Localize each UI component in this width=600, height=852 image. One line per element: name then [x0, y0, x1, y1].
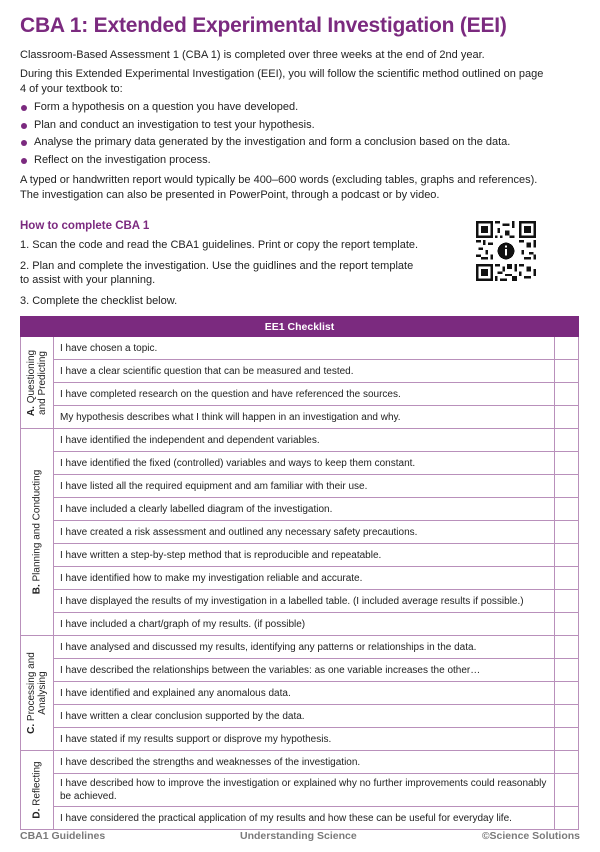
table-row [21, 429, 579, 452]
checklist-item: I have displayed the results of my investigation in a labelled table. (I included average results if possible.) [54, 590, 555, 613]
bullet-icon [21, 123, 27, 129]
table-row [21, 406, 579, 429]
table-row [21, 590, 579, 613]
checklist-item: I have included a clearly labelled diagram of the investigation. [54, 498, 555, 521]
checklist-item: I have identified the fixed (controlled) variables and ways to keep them constant. [54, 452, 555, 475]
section-a-label: A. Questioning and Predicting [21, 337, 54, 429]
checkbox[interactable] [555, 498, 579, 521]
bullet-icon [21, 140, 27, 146]
list-item: Plan and conduct an investigation to test your hypothesis. [20, 117, 510, 135]
table-row [21, 475, 579, 498]
checkbox[interactable] [555, 705, 579, 728]
footer-left: CBA1 Guidelines [20, 830, 106, 842]
checklist-item: I have identified how to make my investigation reliable and accurate. [54, 567, 555, 590]
checkbox[interactable] [555, 406, 579, 429]
table-row [21, 807, 579, 830]
checkbox[interactable] [555, 429, 579, 452]
list-item: Reflect on the investigation process. [20, 152, 510, 170]
footer-right: ©Science Solutions [481, 830, 580, 842]
table-row [21, 567, 579, 590]
section-d-label: D. Reflecting [21, 751, 54, 830]
bullet-icon [21, 158, 27, 164]
checklist-item: I have written a step-by-step method that is reproducible and repeatable. [54, 544, 555, 567]
checkbox[interactable] [555, 383, 579, 406]
footer-center: Understanding Science [240, 830, 357, 842]
checklist-item: I have created a risk assessment and outlined any necessary safety precautions. [54, 521, 555, 544]
intro-paragraph-2a: During this Extended Experimental Investigation (EEI), you will follow the scientific method outlined on page [20, 68, 544, 80]
list-item: Form a hypothesis on a question you have developed. [20, 99, 510, 117]
checkbox[interactable] [555, 567, 579, 590]
checkbox[interactable] [555, 728, 579, 751]
checklist-item: I have identified and explained any anomalous data. [54, 682, 555, 705]
checkbox[interactable] [555, 521, 579, 544]
howto-heading: How to complete CBA 1 [20, 220, 150, 232]
checkbox[interactable] [555, 544, 579, 567]
checkbox[interactable] [555, 360, 579, 383]
table-row [21, 544, 579, 567]
checklist-item: I have listed all the required equipment and am familiar with their use. [54, 475, 555, 498]
checkbox[interactable] [555, 774, 579, 807]
checkbox[interactable] [555, 751, 579, 774]
table-row [21, 774, 579, 807]
checkbox[interactable] [555, 636, 579, 659]
table-row [21, 452, 579, 475]
checklist-table [20, 316, 579, 830]
checkbox[interactable] [555, 613, 579, 636]
table-row [21, 682, 579, 705]
checklist-item: I have chosen a topic. [54, 337, 555, 360]
howto-step-2b: to assist with your planning. [20, 274, 156, 286]
howto-step-3: 3. Complete the checklist below. [20, 295, 178, 307]
checklist-item: I have considered the practical application of my results and how these can be useful for everyday life. [54, 807, 555, 830]
checkbox[interactable] [555, 337, 579, 360]
intro-paragraph-1: Classroom-Based Assessment 1 (CBA 1) is completed over three weeks at the end of 2nd year. [20, 49, 485, 61]
table-row [21, 636, 579, 659]
table-row [21, 613, 579, 636]
checklist-item: I have described the strengths and weaknesses of the investigation. [54, 751, 555, 774]
checkbox[interactable] [555, 475, 579, 498]
checklist-item: I have completed research on the question and have referenced the sources. [54, 383, 555, 406]
table-row [21, 728, 579, 751]
section-b-label: B. Planning and Conducting [21, 429, 54, 636]
checkbox[interactable] [555, 807, 579, 830]
checklist-item: I have a clear scientific question that can be measured and tested. [54, 360, 555, 383]
qr-code-icon[interactable] [476, 221, 536, 281]
objectives-list [20, 99, 510, 169]
checklist-item: I have described the relationships between the variables: as one variable increases the other… [54, 659, 555, 682]
bullet-icon [21, 105, 27, 111]
intro-paragraph-2b: 4 of your textbook to: [20, 83, 123, 95]
intro-paragraph-3b: The investigation can also be presented in PowerPoint, through a podcast or by video. [20, 189, 440, 201]
checkbox[interactable] [555, 682, 579, 705]
checklist-header: EE1 Checklist [21, 317, 579, 337]
table-row [21, 337, 579, 360]
section-c-label: C. Processing and Analysing [21, 636, 54, 751]
checklist-item: I have included a chart/graph of my results. (if possible) [54, 613, 555, 636]
table-row [21, 360, 579, 383]
table-row [21, 383, 579, 406]
table-row [21, 751, 579, 774]
howto-step-2a: 2. Plan and complete the investigation. Use the guidlines and the report template [20, 260, 414, 272]
table-row [21, 705, 579, 728]
checkbox[interactable] [555, 659, 579, 682]
table-row [21, 498, 579, 521]
intro-paragraph-3a: A typed or handwritten report would typically be 400–600 words (excluding tables, graphs and references). [20, 174, 538, 186]
checkbox[interactable] [555, 590, 579, 613]
howto-step-1: 1. Scan the code and read the CBA1 guidelines. Print or copy the report template. [20, 239, 419, 251]
checklist-item: I have identified the independent and dependent variables. [54, 429, 555, 452]
checkbox[interactable] [555, 452, 579, 475]
page-title: CBA 1: Extended Experimental Investigation (EEI) [20, 14, 507, 37]
checklist-item: I have written a clear conclusion supported by the data. [54, 705, 555, 728]
checklist-item: I have stated if my results support or disprove my hypothesis. [54, 728, 555, 751]
table-row [21, 659, 579, 682]
checklist-item: I have described how to improve the investigation or explained why no further improvements could reasonably be achieved. [54, 774, 555, 807]
table-row [21, 521, 579, 544]
checklist-item: I have analysed and discussed my results, identifying any patterns or relationships in the data. [54, 636, 555, 659]
list-item: Analyse the primary data generated by the investigation and form a conclusion based on the data. [20, 134, 510, 152]
checklist-item: My hypothesis describes what I think will happen in an investigation and why. [54, 406, 555, 429]
